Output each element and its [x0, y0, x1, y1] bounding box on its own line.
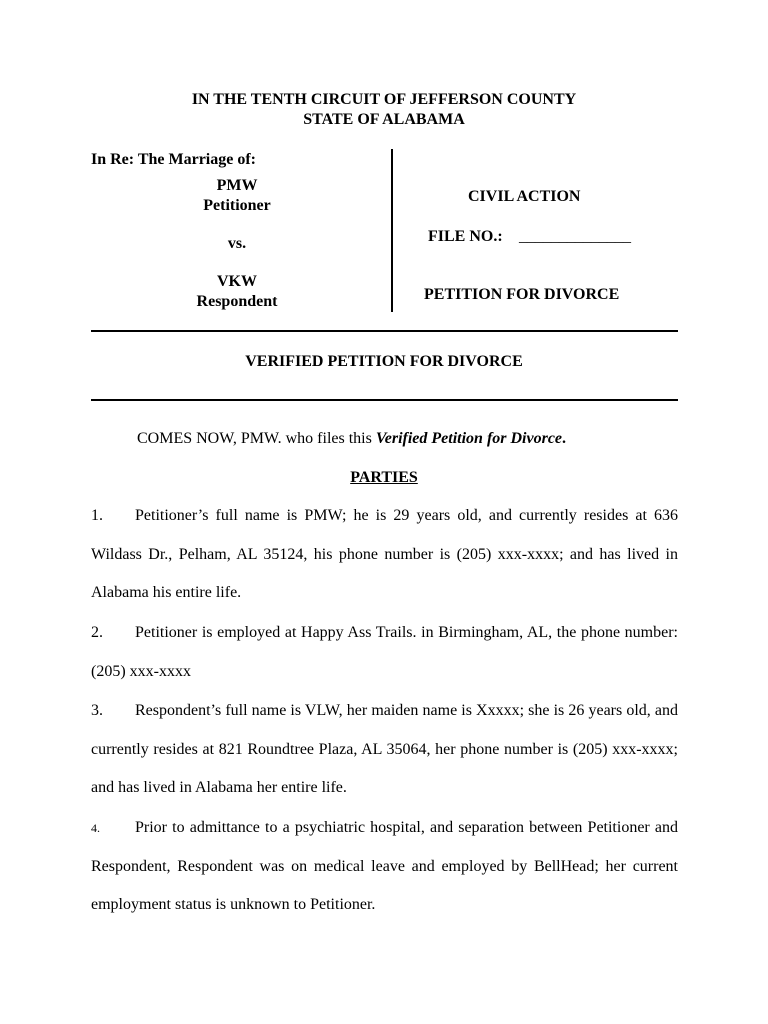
versus-label: vs. — [227, 235, 247, 252]
file-number-blank: ______________ — [519, 228, 631, 245]
paragraph-number: 2. — [91, 624, 103, 641]
title-rule-top — [91, 330, 678, 332]
intro-sentence — [137, 430, 566, 448]
petitioner-name: PMW — [216, 177, 258, 194]
paragraph-number: 4. — [91, 821, 100, 835]
petition-title-caption: PETITION FOR DIVORCE — [424, 286, 620, 303]
paragraph-1 — [91, 497, 678, 613]
caption-divider — [391, 149, 393, 312]
court-name: IN THE TENTH CIRCUIT OF JEFFERSON COUNTY — [191, 91, 577, 108]
intro-prefix: COMES NOW, PMW. who files this — [137, 430, 376, 447]
document-title: VERIFIED PETITION FOR DIVORCE — [245, 353, 523, 370]
paragraph-text: Petitioner’s full name is PMW; he is 29 years old, and currently resides at 636 Wildass Dr., Pelham, AL 35124, his phone number is (205) xxx-xxxx; and has lived in Alabama his entire life. — [91, 507, 678, 602]
intro-emphasis: Verified Petition for Divorce — [375, 430, 563, 447]
civil-action-label: CIVIL ACTION — [468, 188, 581, 205]
paragraph-text: Respondent’s full name is VLW, her maiden name is Xxxxx; she is 26 years old, and currently resides at 821 Roundtree Plaza, AL 35064, her phone number is (205) xxx-xxxx; and has lived in Alabama her entire life. — [91, 702, 678, 797]
paragraph-number: 3. — [91, 702, 103, 719]
paragraph-2 — [91, 614, 678, 691]
paragraph-number: 1. — [91, 507, 103, 524]
paragraph-text: Petitioner is employed at Happy Ass Trails. in Birmingham, AL, the phone number: (205) xxx-xxxx — [91, 624, 678, 680]
court-state: STATE OF ALABAMA — [303, 111, 465, 128]
respondent-role: Respondent — [196, 293, 278, 310]
paragraph-text: Prior to admittance to a psychiatric hospital, and separation between Petitioner and Respondent, Respondent was on medical leave and employed by BellHead; her current employment status is unknown to Petitioner. — [91, 819, 678, 914]
file-number-label: FILE NO.: — [428, 228, 503, 245]
intro-suffix: . — [562, 430, 567, 447]
caption-in-re: In Re: The Marriage of: — [91, 151, 256, 168]
respondent-name: VKW — [217, 273, 257, 290]
section-heading-parties: PARTIES — [350, 469, 418, 486]
paragraph-4 — [91, 809, 678, 925]
title-rule-bottom — [91, 399, 678, 401]
petitioner-role: Petitioner — [203, 197, 271, 214]
paragraph-3 — [91, 692, 678, 808]
